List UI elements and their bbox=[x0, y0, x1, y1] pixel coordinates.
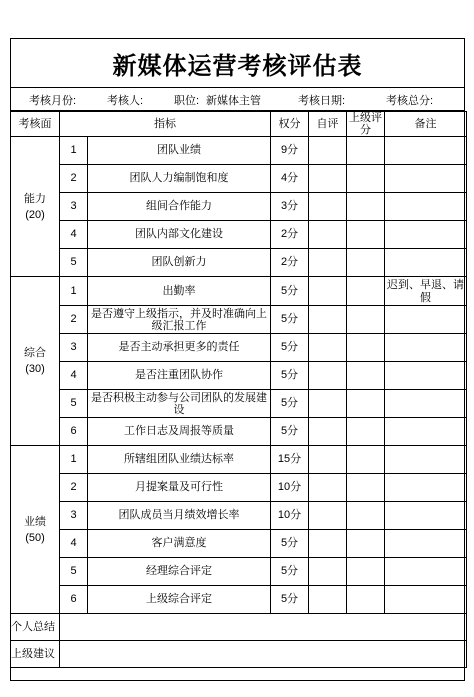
superior-eval-cell[interactable] bbox=[347, 137, 385, 165]
superior-eval-cell[interactable] bbox=[347, 277, 385, 306]
self-eval-cell[interactable] bbox=[309, 137, 347, 165]
table-row bbox=[11, 586, 467, 614]
superior-eval-cell[interactable] bbox=[347, 586, 385, 614]
self-eval-cell[interactable] bbox=[309, 558, 347, 586]
remarks-cell[interactable] bbox=[385, 249, 467, 277]
remarks-cell[interactable] bbox=[385, 362, 467, 390]
superior-eval-cell[interactable] bbox=[347, 306, 385, 334]
item-indicator: 团队成员当月绩效增长率 bbox=[88, 502, 271, 530]
item-weight: 2分 bbox=[271, 221, 309, 249]
item-indicator: 客户满意度 bbox=[88, 530, 271, 558]
table-row bbox=[11, 249, 467, 277]
item-weight: 5分 bbox=[271, 334, 309, 362]
item-indicator: 工作日志及周报等质量 bbox=[88, 418, 271, 446]
self-eval-cell[interactable] bbox=[309, 249, 347, 277]
superior-eval-cell[interactable] bbox=[347, 530, 385, 558]
table-row bbox=[11, 334, 467, 362]
superior-eval-cell[interactable] bbox=[347, 446, 385, 474]
superior-advice-field[interactable] bbox=[60, 641, 467, 668]
item-no: 5 bbox=[60, 249, 88, 277]
item-indicator: 所辖组团队业绩达标率 bbox=[88, 446, 271, 474]
evaluation-table bbox=[10, 111, 467, 668]
item-no: 6 bbox=[60, 418, 88, 446]
item-weight: 5分 bbox=[271, 362, 309, 390]
item-indicator: 团队人力编制饱和度 bbox=[88, 165, 271, 193]
table-row bbox=[11, 558, 467, 586]
header-remarks: 备注 bbox=[385, 112, 467, 137]
remarks-cell[interactable] bbox=[385, 221, 467, 249]
item-no: 6 bbox=[60, 586, 88, 614]
item-indicator: 团队内部文化建设 bbox=[88, 221, 271, 249]
table-row bbox=[11, 390, 467, 418]
item-no: 3 bbox=[60, 334, 88, 362]
item-indicator: 组间合作能力 bbox=[88, 193, 271, 221]
item-indicator: 出勤率 bbox=[88, 277, 271, 306]
self-eval-cell[interactable] bbox=[309, 446, 347, 474]
self-eval-cell[interactable] bbox=[309, 221, 347, 249]
remarks-cell[interactable] bbox=[385, 306, 467, 334]
category-name: 综合 bbox=[24, 347, 46, 359]
item-weight: 9分 bbox=[271, 137, 309, 165]
info-row bbox=[11, 88, 464, 111]
superior-eval-cell[interactable] bbox=[347, 249, 385, 277]
category-ability bbox=[11, 137, 60, 277]
remarks-cell[interactable] bbox=[385, 530, 467, 558]
category-score: (30) bbox=[25, 363, 45, 375]
item-weight: 4分 bbox=[271, 165, 309, 193]
table-row bbox=[11, 362, 467, 390]
item-no: 1 bbox=[60, 446, 88, 474]
table-row bbox=[11, 306, 467, 334]
header-superior-eval: 上级评分 bbox=[347, 112, 385, 137]
self-eval-cell[interactable] bbox=[309, 334, 347, 362]
self-eval-cell[interactable] bbox=[309, 502, 347, 530]
table-row bbox=[11, 221, 467, 249]
item-no: 2 bbox=[60, 165, 88, 193]
self-eval-cell[interactable] bbox=[309, 474, 347, 502]
superior-advice-label: 上级建议 bbox=[11, 641, 60, 668]
self-eval-cell[interactable] bbox=[309, 586, 347, 614]
remarks-cell[interactable] bbox=[385, 502, 467, 530]
item-weight: 15分 bbox=[271, 446, 309, 474]
table-row bbox=[11, 418, 467, 446]
item-no: 4 bbox=[60, 362, 88, 390]
item-weight: 5分 bbox=[271, 418, 309, 446]
item-indicator: 是否主动承担更多的责任 bbox=[88, 334, 271, 362]
item-weight: 5分 bbox=[271, 277, 309, 306]
position-label: 职位: bbox=[174, 95, 200, 107]
item-weight: 5分 bbox=[271, 558, 309, 586]
table-row bbox=[11, 474, 467, 502]
item-no: 2 bbox=[60, 474, 88, 502]
remarks-cell[interactable] bbox=[385, 418, 467, 446]
header-self-eval: 自评 bbox=[309, 112, 347, 137]
item-no: 5 bbox=[60, 558, 88, 586]
table-row bbox=[11, 165, 467, 193]
item-no: 3 bbox=[60, 502, 88, 530]
superior-eval-cell[interactable] bbox=[347, 334, 385, 362]
item-no: 4 bbox=[60, 221, 88, 249]
person-label: 考核人: bbox=[107, 95, 144, 107]
evaluation-form bbox=[10, 38, 465, 681]
remarks-cell[interactable] bbox=[385, 558, 467, 586]
superior-eval-cell[interactable] bbox=[347, 362, 385, 390]
header-row bbox=[11, 112, 467, 137]
item-weight: 10分 bbox=[271, 474, 309, 502]
category-score: (50) bbox=[25, 531, 45, 544]
category-overall bbox=[11, 277, 60, 446]
remarks-cell[interactable] bbox=[385, 334, 467, 362]
superior-eval-cell[interactable] bbox=[347, 390, 385, 418]
superior-eval-cell[interactable] bbox=[347, 193, 385, 221]
item-no: 5 bbox=[60, 390, 88, 418]
self-eval-cell[interactable] bbox=[309, 277, 347, 306]
item-weight: 5分 bbox=[271, 530, 309, 558]
remarks-cell[interactable] bbox=[385, 586, 467, 614]
category-score: (20) bbox=[25, 208, 45, 221]
item-weight: 3分 bbox=[271, 193, 309, 221]
item-no: 3 bbox=[60, 193, 88, 221]
remarks-cell[interactable] bbox=[385, 165, 467, 193]
table-row bbox=[11, 502, 467, 530]
item-indicator: 上级综合评定 bbox=[88, 586, 271, 614]
self-eval-cell[interactable] bbox=[309, 193, 347, 221]
item-indicator: 是否注重团队协作 bbox=[88, 362, 271, 390]
item-indicator: 是否积极主动参与公司团队的发展建设 bbox=[88, 390, 271, 418]
superior-eval-cell[interactable] bbox=[347, 474, 385, 502]
item-no: 1 bbox=[60, 277, 88, 306]
remarks-cell[interactable] bbox=[385, 137, 467, 165]
remarks-cell[interactable] bbox=[385, 474, 467, 502]
category-name: 业绩 bbox=[24, 515, 46, 528]
header-weight: 权分 bbox=[271, 112, 309, 137]
item-indicator: 经理综合评定 bbox=[88, 558, 271, 586]
position-value: 新媒体主管 bbox=[206, 95, 261, 107]
item-no: 4 bbox=[60, 530, 88, 558]
item-no: 1 bbox=[60, 137, 88, 165]
table-row bbox=[11, 277, 467, 306]
self-eval-cell[interactable] bbox=[309, 165, 347, 193]
superior-eval-cell[interactable] bbox=[347, 502, 385, 530]
personal-summary-label: 个人总结 bbox=[11, 614, 60, 641]
self-eval-cell[interactable] bbox=[309, 390, 347, 418]
table-row bbox=[11, 530, 467, 558]
header-area: 考核面 bbox=[11, 112, 60, 137]
item-weight: 5分 bbox=[271, 306, 309, 334]
remarks-cell[interactable] bbox=[385, 390, 467, 418]
superior-eval-cell[interactable] bbox=[347, 165, 385, 193]
month-label: 考核月份: bbox=[29, 95, 77, 107]
item-weight: 5分 bbox=[271, 586, 309, 614]
table-row bbox=[11, 193, 467, 221]
item-indicator: 月提案量及可行性 bbox=[88, 474, 271, 502]
category-performance bbox=[11, 446, 60, 614]
remarks-cell[interactable] bbox=[385, 446, 467, 474]
superior-advice-row bbox=[11, 641, 467, 668]
self-eval-cell[interactable] bbox=[309, 306, 347, 334]
self-eval-cell[interactable] bbox=[309, 530, 347, 558]
item-indicator: 团队创新力 bbox=[88, 249, 271, 277]
superior-eval-cell[interactable] bbox=[347, 418, 385, 446]
item-indicator: 团队业绩 bbox=[88, 137, 271, 165]
table-row bbox=[11, 137, 467, 165]
date-label: 考核日期: bbox=[298, 95, 346, 107]
personal-summary-field[interactable] bbox=[60, 614, 467, 641]
self-eval-cell[interactable] bbox=[309, 418, 347, 446]
item-indicator: 是否遵守上级指示，并及时准确向上级汇报工作 bbox=[88, 306, 271, 334]
superior-eval-cell[interactable] bbox=[347, 221, 385, 249]
item-weight: 10分 bbox=[271, 502, 309, 530]
personal-summary-row bbox=[11, 614, 467, 641]
remarks-cell[interactable] bbox=[385, 193, 467, 221]
superior-eval-cell[interactable] bbox=[347, 558, 385, 586]
table-row bbox=[11, 446, 467, 474]
category-name: 能力 bbox=[24, 192, 46, 205]
item-weight: 2分 bbox=[271, 249, 309, 277]
form-title: 新媒体运营考核评估表 bbox=[11, 39, 464, 88]
self-eval-cell[interactable] bbox=[309, 362, 347, 390]
remarks-cell[interactable]: 迟到、早退、请假 bbox=[385, 277, 467, 306]
total-label: 考核总分: bbox=[386, 95, 434, 107]
item-no: 2 bbox=[60, 306, 88, 334]
header-indicator: 指标 bbox=[60, 112, 271, 137]
item-weight: 5分 bbox=[271, 390, 309, 418]
